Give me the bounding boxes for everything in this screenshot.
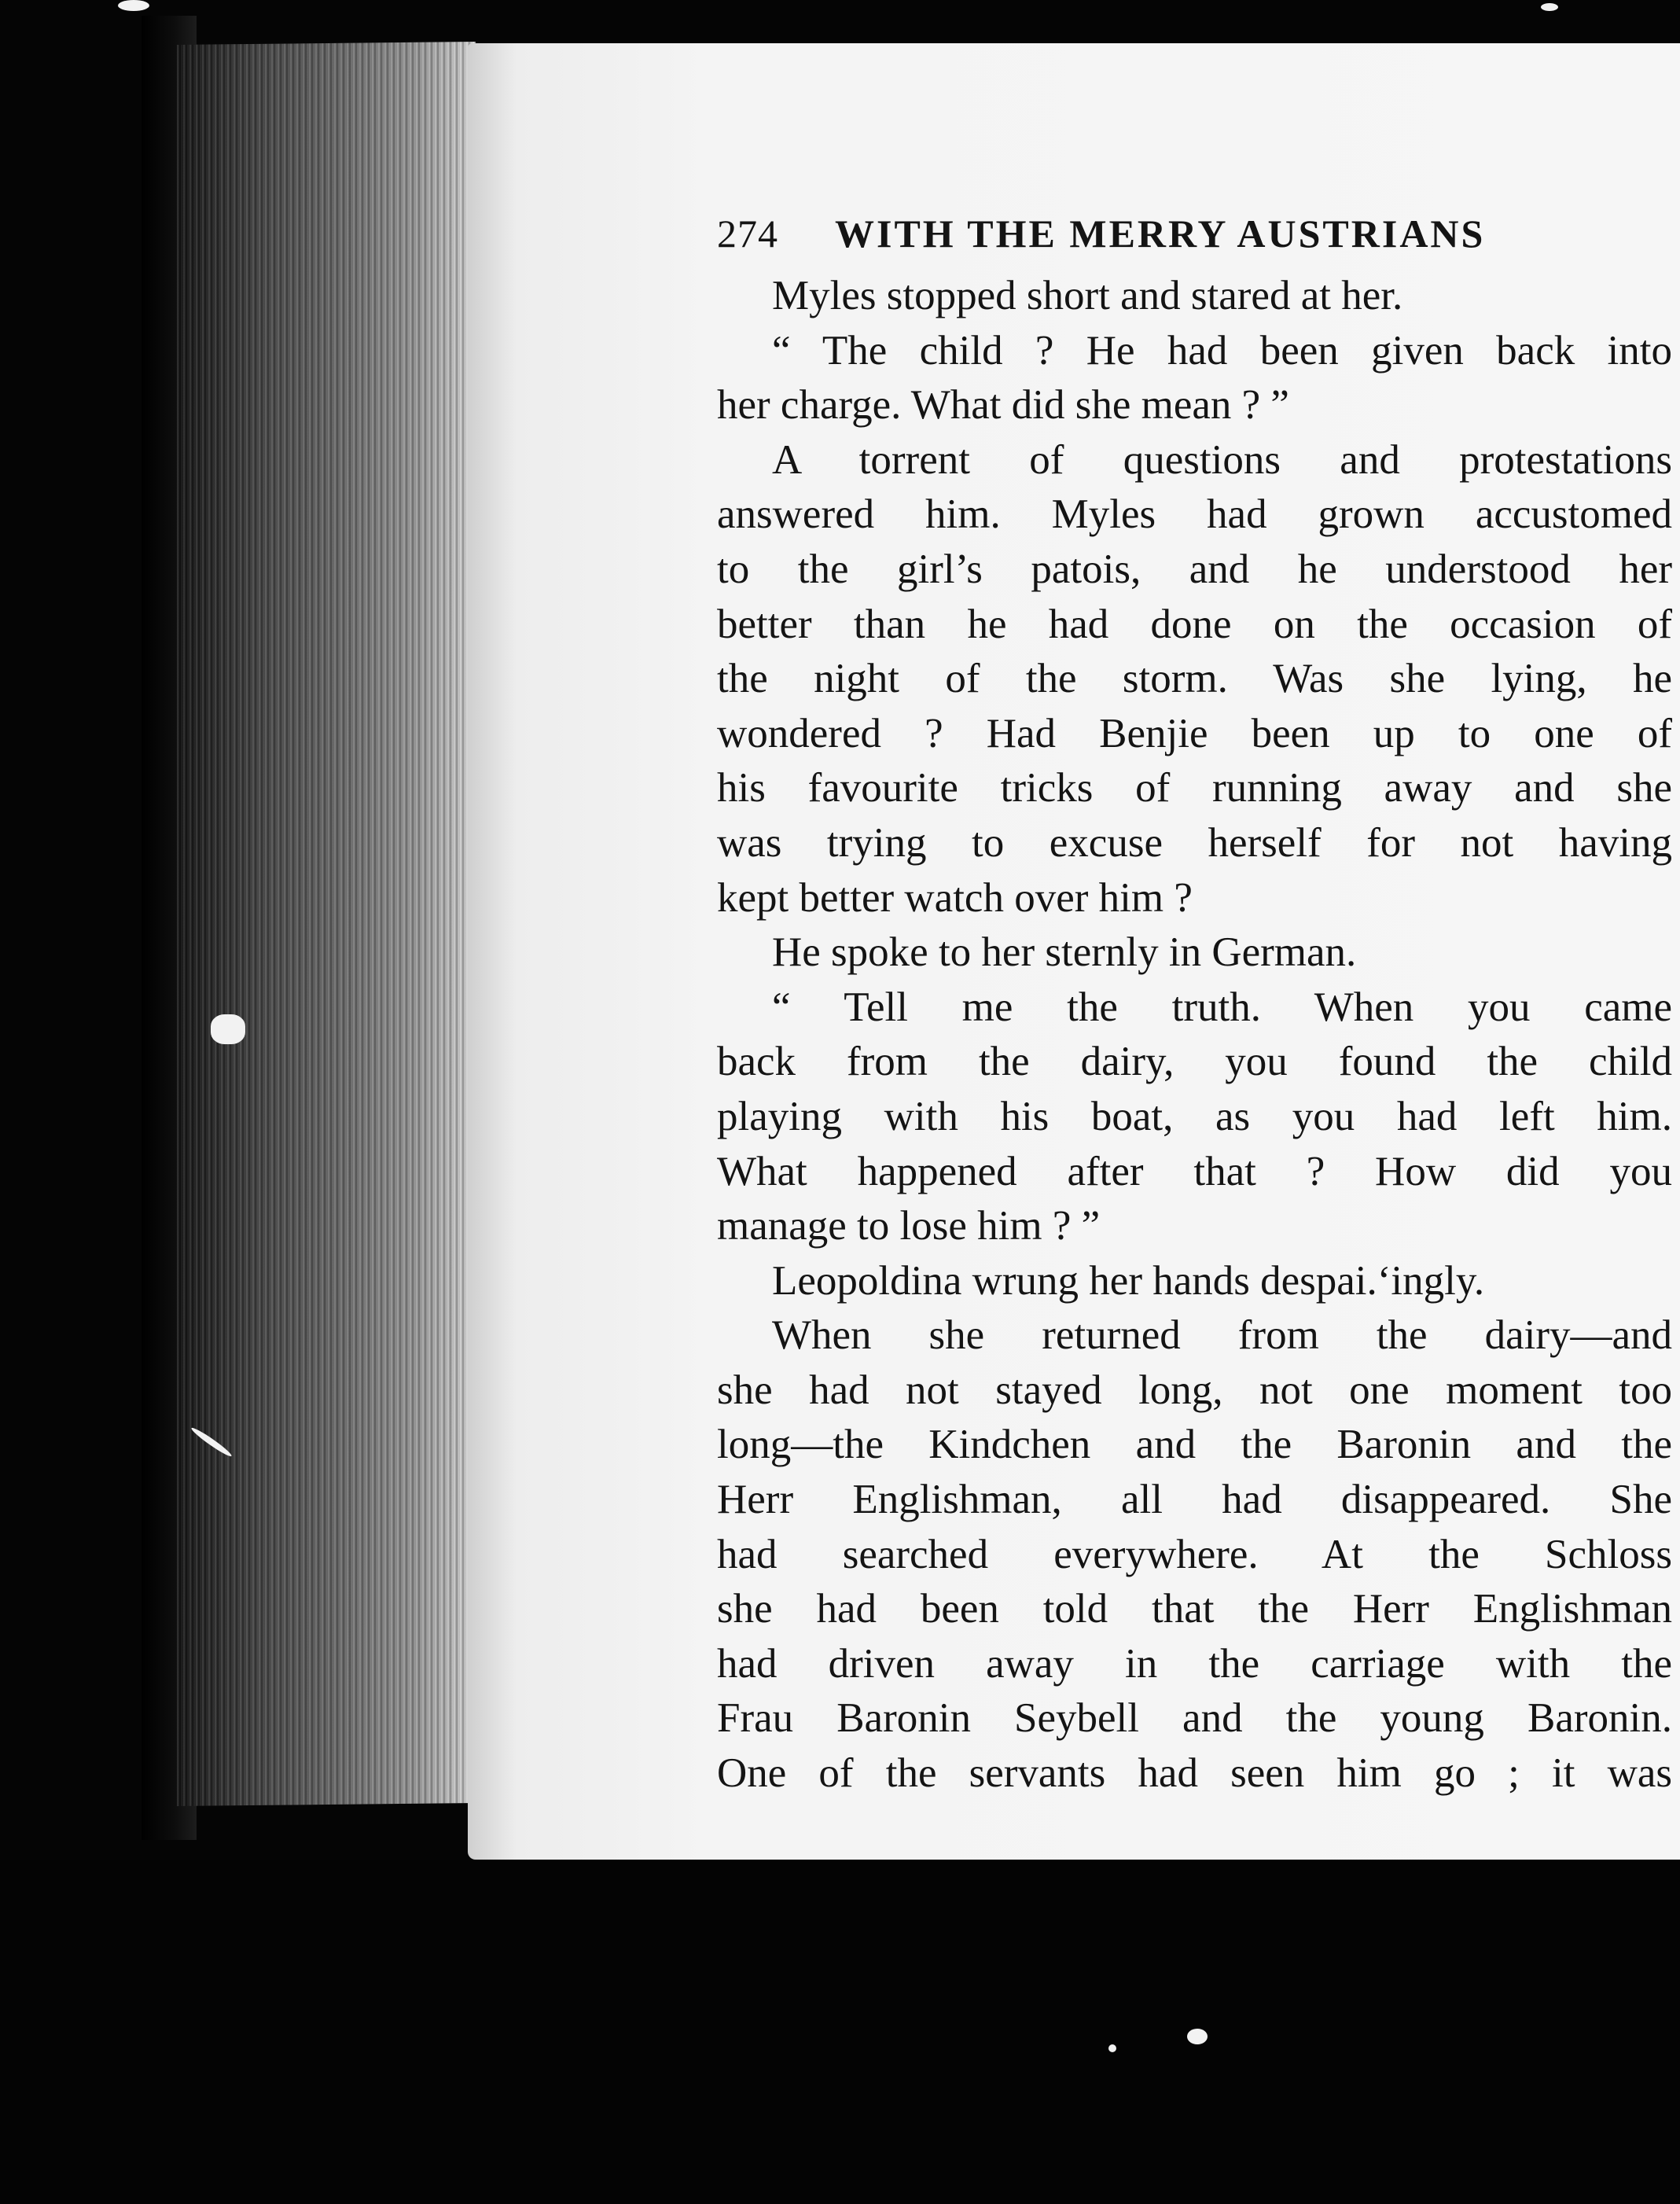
text-line: back from the dairy, you found the child: [717, 1039, 1672, 1085]
text-line: his favourite tricks of running away and she: [717, 765, 1672, 811]
text-line: Myles stopped short and stared at her.: [772, 273, 1403, 318]
text-line: she had not stayed long, not one moment too: [717, 1367, 1672, 1413]
text-line: the night of the storm. Was she lying, he: [717, 656, 1672, 702]
scan-speck: [1187, 2029, 1208, 2044]
text-line: Herr Englishman, all had disappeared. She: [717, 1477, 1672, 1523]
running-head: [717, 211, 1672, 269]
text-line: answered him. Myles had grown accustomed: [717, 491, 1672, 538]
text-line: wondered ? Had Benjie been up to one of: [717, 710, 1672, 756]
text-line: to the girl’s patois, and he understood her: [717, 546, 1672, 592]
text-line: A torrent of questions and protestations: [772, 436, 1672, 483]
text-line: was trying to excuse herself for not having: [717, 819, 1672, 866]
scan-speck: [1108, 2044, 1116, 2052]
text-line: “ Tell me the truth. When you came: [772, 984, 1672, 1030]
text-line: One of the servants had seen him go ; it was: [717, 1750, 1672, 1797]
text-line: had driven away in the carriage with the: [717, 1640, 1672, 1687]
text-line: kept better watch over him ?: [717, 874, 1193, 921]
page-text: [717, 211, 1672, 1801]
text-line: manage to lose him ? ”: [717, 1203, 1101, 1249]
text-line: her charge. What did she mean ? ”: [717, 382, 1289, 429]
running-title: WITH THE MERRY AUSTRIANS: [835, 212, 1486, 256]
text-line: He spoke to her sternly in German.: [772, 929, 1357, 976]
text-line: she had been told that the Herr Englishman: [717, 1586, 1672, 1632]
background-bottom: [0, 1860, 1680, 2204]
text-line: When she returned from the dairy—and: [772, 1312, 1672, 1359]
scan-speck: [118, 0, 149, 11]
text-line: “ The child ? He had been given back into: [772, 327, 1672, 373]
scan-speck: [211, 1014, 245, 1044]
page-number: 274: [717, 212, 778, 256]
text-line: Frau Baronin Seybell and the young Baronin.: [717, 1695, 1672, 1742]
text-line: What happened after that ? How did you: [717, 1148, 1672, 1194]
text-line: better than he had done on the occasion of: [717, 601, 1672, 647]
text-line: Leopoldina wrung her hands despai.‘ingly.: [772, 1257, 1485, 1304]
body-text: [717, 269, 1672, 1801]
scan-speck: [1541, 3, 1558, 11]
text-line: had searched everywhere. At the Schloss: [717, 1531, 1672, 1577]
text-line: playing with his boat, as you had left him.: [717, 1093, 1672, 1139]
text-line: long—the Kindchen and the Baronin and the: [717, 1422, 1672, 1468]
page-edges: [177, 42, 476, 1806]
